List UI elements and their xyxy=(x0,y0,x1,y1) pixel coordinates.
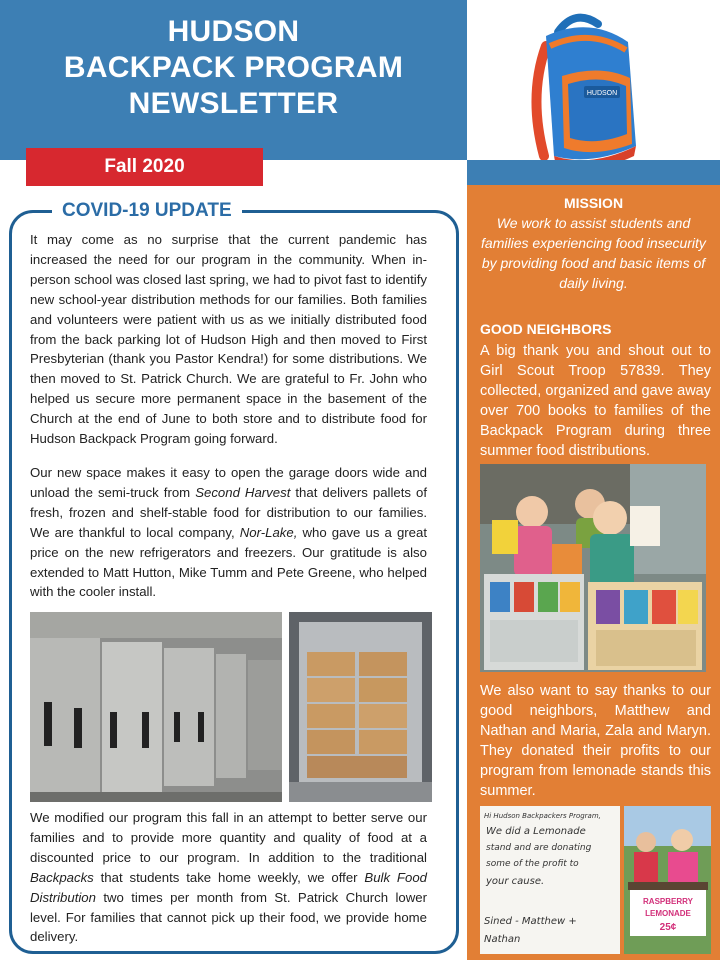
sign-price: 25¢ xyxy=(659,922,677,933)
backpacks-term: Backpacks xyxy=(30,869,94,885)
note-line-7: Nathan xyxy=(484,934,521,945)
sign-line-1: RASPBERRY xyxy=(643,897,693,906)
good-neighbors-text: A big thank you and shout out to Girl Scout Troop 57839. They collected, organized and gave away over 700 books to families of the Backpack Program during three summer food distributions. xyxy=(480,343,711,459)
second-harvest-name: Second Harvest xyxy=(195,484,291,500)
title-line-3: NEWSLETTER xyxy=(128,87,339,120)
backpack-tag: HUDSON xyxy=(586,90,618,97)
refrigerators-photo xyxy=(30,612,282,802)
good-neighbors-heading: GOOD NEIGHBORS xyxy=(480,321,612,337)
p2-text-c: that delivers pallets of fresh, frozen and shelf-stable food for distribution to our families. We are thankful to local company, xyxy=(30,484,427,540)
covid-paragraph-1: It may come as no surprise that the current pandemic has increased the need for our program in the community. When in-person school was closed last spring, we had to pivot fast to identify new school-year distribution methods for our families. Both families and volunteers were patient with us as we initially distributed food from the back parking lot of Hudson High and then moved to First Presbyterian (thank you Pastor Kendra!) for some distributions. We then moved to St. Patrick Church. We are grateful to Fr. John who helped us secure more permanent space in the basement of the Church at the end of June to both store and to distribute food for Hudson Backpack Program going forward. xyxy=(30,232,427,447)
note-line-2: We did a Lemonade xyxy=(486,826,586,837)
p2-text-a: Our new space makes it easy to open the garage doors wide and unload the semi-truck from xyxy=(30,465,427,500)
lemonade-stand-photo xyxy=(624,806,711,954)
mission-heading: MISSION xyxy=(563,195,624,211)
covid-paragraph-3 xyxy=(30,808,427,947)
title-line-1: HUDSON xyxy=(167,15,300,48)
mission-text: We work to assist students and families experiencing food insecurity by providing food and basic items of daily living. xyxy=(481,215,706,291)
note-line-6: Sined - Matthew + xyxy=(484,916,577,927)
covid-update-title: COVID-19 UPDATE xyxy=(52,198,242,224)
nor-lake-name: Nor-Lake, xyxy=(239,524,298,540)
note-line-3: stand and are donating xyxy=(486,843,592,853)
bulk-food-term: Bulk Food Distribution xyxy=(30,869,427,905)
p3-text-e: two times per month from St. Patrick Church lower level. For families that cannot pick up their food, we provide home delivery. xyxy=(30,889,427,945)
p2-text-e: who gave us a great price on the new refrigerators and freezers. Our gratitude is also extended to Matt Hutton, Mike Tumm and Pete Greene, who helped with the cooler install. xyxy=(30,524,427,600)
newsletter-title xyxy=(0,0,467,122)
food-boxes-photo xyxy=(289,612,432,802)
note-line-1: Hi Hudson Backpackers Program, xyxy=(484,812,601,820)
p3-text-a: We modified our program this fall in an attempt to better serve our families and to provide more quantity and quality of food at a discounted price to our program. In addition to the traditional xyxy=(30,810,427,865)
handwritten-note-photo xyxy=(480,806,620,954)
p3-text-c: that students take home weekly, we offer xyxy=(93,869,365,885)
title-line-2: BACKPACK PROGRAM xyxy=(63,51,404,84)
backpack-illustration xyxy=(480,6,680,176)
sign-line-2: LEMONADE xyxy=(645,909,691,918)
season-badge: Fall 2020 xyxy=(26,148,263,186)
newsletter-header xyxy=(0,0,467,160)
covid-paragraph-2 xyxy=(30,463,427,602)
thanks-text: We also want to say thanks to our good neighbors, Matthew and Nathan and Maria, Zala and Maryn. They donated their profits to our program from lemonade stands this summer. xyxy=(480,683,711,799)
note-line-5: your cause. xyxy=(486,876,545,887)
note-line-4: some of the profit to xyxy=(486,859,579,869)
girl-scouts-books-photo xyxy=(480,464,706,672)
